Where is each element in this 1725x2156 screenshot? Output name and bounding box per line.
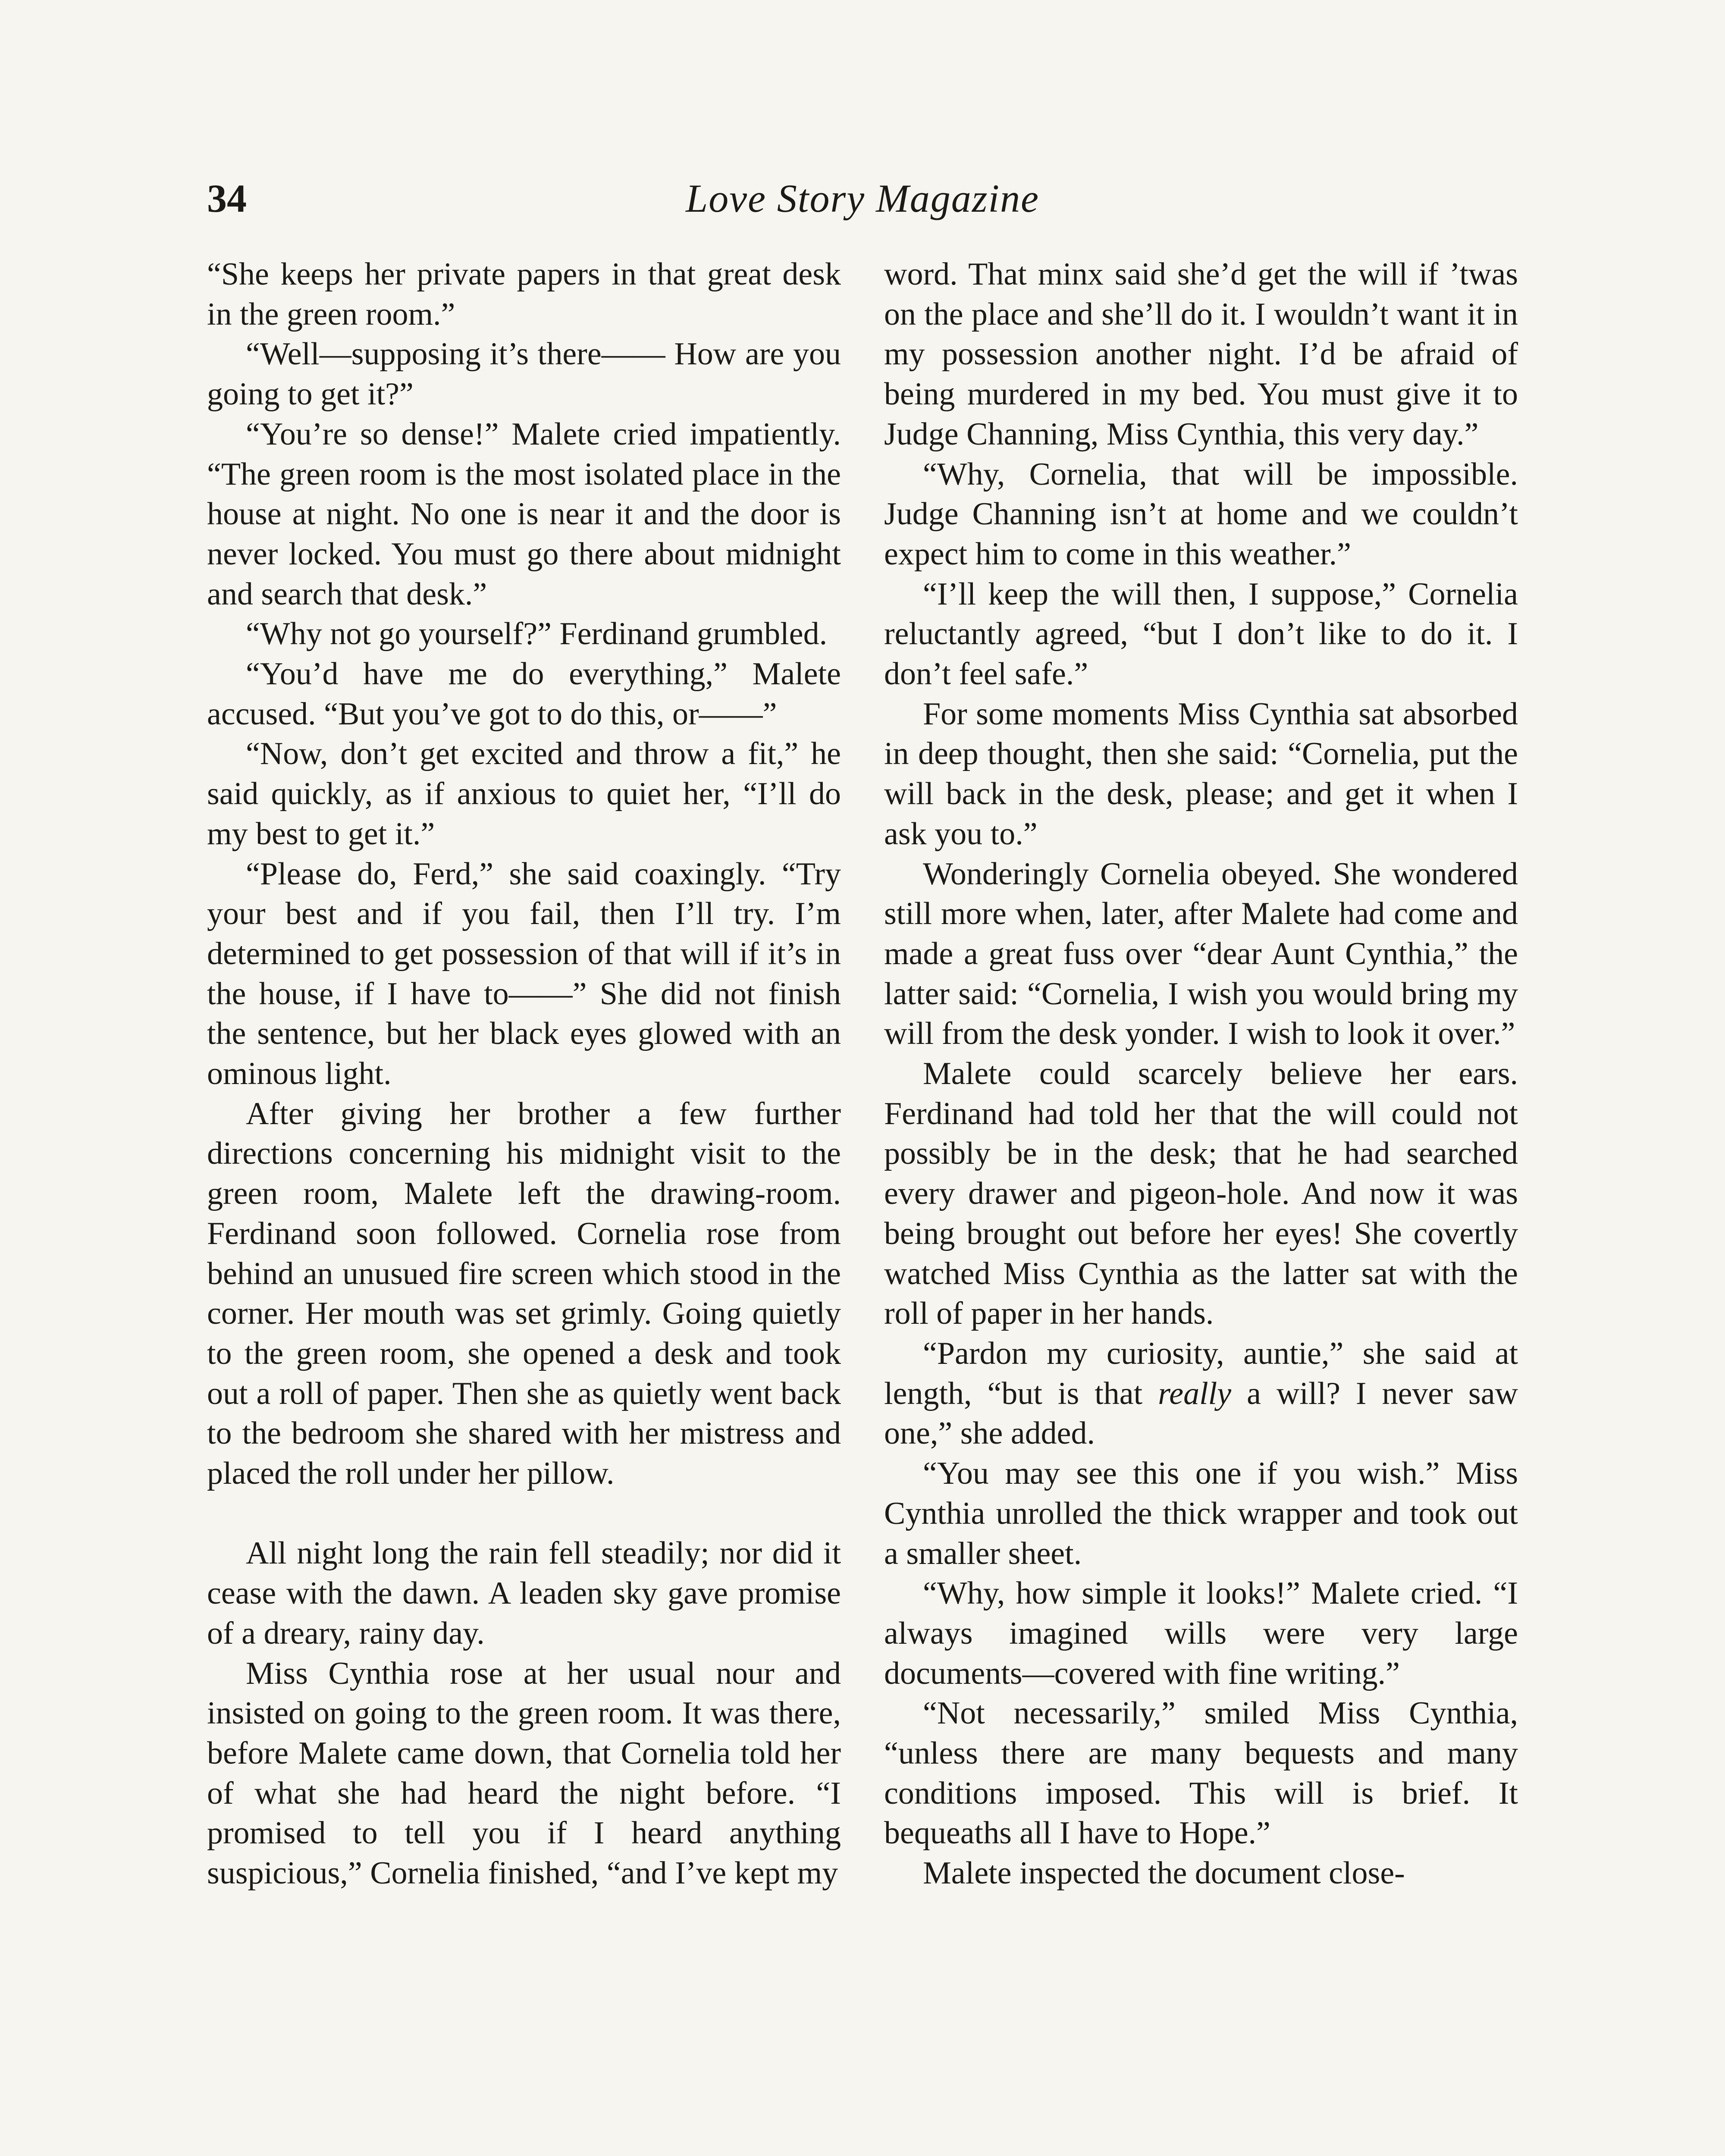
paragraph: word. That minx said she’d get the will if ’twas on the place and she’ll do it. I wouldn’t want it in my possession another night. I’d be afraid of being murdered in my bed. You must give it to Judge Channing, Miss Cynthia, this very day.” [884,257,1518,452]
paragraph: “You’d have me do everything,” Malete accused. “But you’ve got to do this, or——” [207,656,841,732]
paragraph: “Not necessarily,” smiled Miss Cynthia, “unless there are many bequests and many conditions imposed. This will is brief. It bequeaths all I have to Hope.” [884,1695,1518,1851]
text-run: “Pardon my curiosity, auntie,” she said at length, “but is that [884,1335,1518,1411]
page-header [207,168,1518,229]
paragraph: Miss Cynthia rose at her usual nour and insisted on going to the green room. It was there, before Malete came down, that Cornelia told her of what she had heard the night before. “I promised to tell you if I heard anything suspicious,” Cornelia finished, “and I’ve kept my [207,1655,841,1891]
text-run: a will? I never saw one,” she added. [884,1376,1518,1451]
paragraph: “Now, don’t get excited and throw a fit,” he said quickly, as if anxious to quiet her, “I’ll do my best to get it.” [207,736,841,852]
paragraph: For some moments Miss Cynthia sat absorbed in deep thought, then she said: “Cornelia, put the will back in the desk, please; and get it when I ask you to.” [884,696,1518,852]
running-title: Love Story Magazine [686,176,1039,220]
paragraph: Malete inspected the document close- [923,1855,1405,1891]
right-column [884,254,1518,1893]
paragraph: Malete could scarcely believe her ears. Ferdinand had told her that the will could not possibly be in the desk; that he had searched every drawer and pigeon-hole. And now it was being brought out before her eyes! She covertly watched Miss Cynthia as the latter sat with the roll of paper in her hands. [884,1056,1518,1332]
paragraph: “Please do, Ferd,” she said coaxingly. “Try your best and if you fail, then I’ll try. I’m determined to get possession of that will if it’s in the house, if I have to——” She did not finish the sentence, but her black eyes glowed with an ominous light. [207,856,841,1092]
paragraph: “Why, Cornelia, that will be impossible. Judge Channing isn’t at home and we couldn’t expect him to come in this weather.” [884,456,1518,572]
paragraph: “Well—supposing it’s there—— How are you going to get it?” [207,336,841,412]
paragraph: “She keeps her private papers in that great desk in the green room.” [207,257,841,332]
left-column [207,254,841,1893]
paragraph: “I’ll keep the will then, I suppose,” Cornelia reluctantly agreed, “but I don’t like to do it. I don’t feel safe.” [884,576,1518,692]
paragraph: All night long the rain fell steadily; nor did it cease with the dawn. A leaden sky gave promise of a dreary, rainy day. [207,1536,841,1651]
page-number: 34 [207,176,247,220]
paragraph: “You may see this one if you wish.” Miss Cynthia unrolled the thick wrapper and took out a smaller sheet. [884,1456,1518,1571]
paragraph [884,1334,1518,1454]
italic-emphasis: really [1158,1376,1232,1411]
paragraph: “Why not go yourself?” Ferdinand grumbled. [246,616,828,652]
paragraph: “Why, how simple it looks!” Malete cried. “I always imagined wills were very large documents—covered with fine writing.” [884,1576,1518,1691]
paragraph: After giving her brother a few further directions concerning his midnight visit to the green room, Malete left the drawing-room. Ferdinand soon followed. Cornelia rose from behind an unusued fire screen which stood in the corner. Her mouth was set grimly. Going quietly to the green room, she opened a desk and took out a roll of paper. Then she as quietly went back to the bedroom she shared with her mistress and placed the roll under her pillow. [207,1096,841,1492]
paragraph: Wonderingly Cornelia obeyed. She wondered still more when, later, after Malete had come and made a great fuss over “dear Aunt Cynthia,” the latter said: “Cornelia, I wish you would bring my will from the desk yonder. I wish to look it over.” [884,856,1518,1052]
paragraph: “You’re so dense!” Malete cried impatiently. “The green room is the most isolated place in the house at night. No one is near it and the door is never locked. You must go there about midnight and search that desk.” [207,416,841,612]
